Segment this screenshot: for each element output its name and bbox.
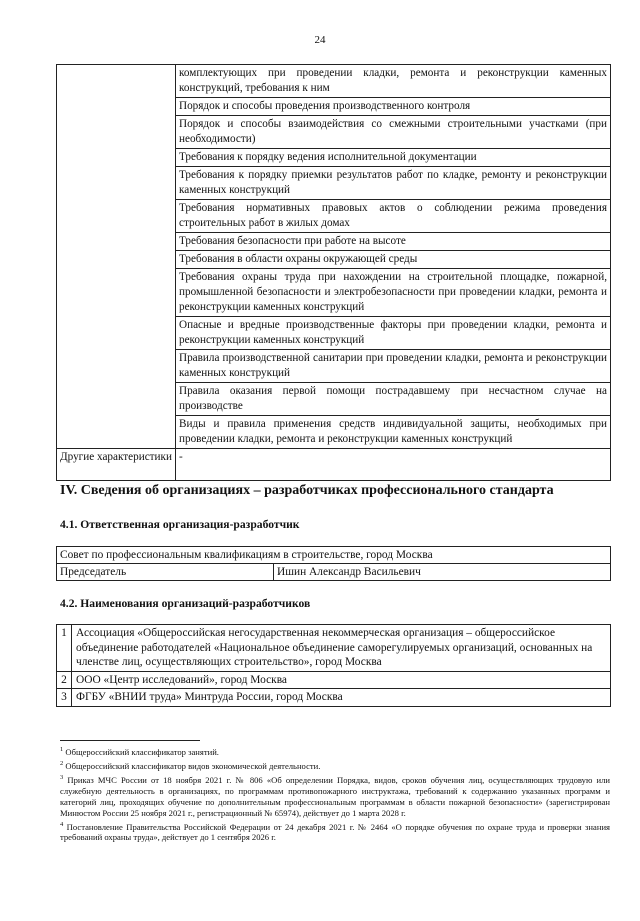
- knowledge-item: Опасные и вредные производственные факторы при проведении кладки, ремонта и реконструкции каменных конструкций: [176, 317, 611, 350]
- knowledge-item: Требования безопасности при работе на высоте: [176, 233, 611, 251]
- knowledge-requirements-table: [56, 64, 611, 481]
- knowledge-item: Требования нормативных правовых актов о соблюдении режима проведения строительных работ в жилых домах: [176, 200, 611, 233]
- footnote-text: Постановление Правительства Российской Федерации от 24 декабря 2021 г. № 2464 «О порядке обучения по охране труда и проверки знания требований охраны труда», действует до 1 сентября 2026 г.: [60, 821, 610, 843]
- footnote-mark: 3: [60, 773, 64, 781]
- footnote-mark: 2: [60, 759, 64, 767]
- footnote-mark: 1: [60, 746, 64, 753]
- knowledge-item: Требования в области охраны окружающей среды: [176, 251, 611, 269]
- page-number: 24: [314, 34, 326, 46]
- table-row: [57, 625, 611, 672]
- row-number: 3: [57, 689, 72, 707]
- footnote-mark: 4: [60, 820, 64, 828]
- table-row: [57, 547, 611, 564]
- footnote: [60, 744, 610, 758]
- footnote-text: Общероссийский классификатор занятий.: [63, 746, 219, 757]
- knowledge-item: Правила производственной санитарии при проведении кладки, ремонта и реконструкции каменных конструкций: [176, 350, 611, 383]
- row-number: 1: [57, 625, 72, 672]
- footnotes: [60, 744, 610, 843]
- responsible-org-table: [56, 546, 611, 581]
- knowledge-item: Порядок и способы проведения производственного контроля: [176, 98, 611, 116]
- footnote-text: Приказ МЧС России от 18 ноября 2021 г. № 806 «Об определении Порядка, видов, сроков обучения лиц, осуществляющих трудовую или служебную деятельность в организациях, по программам противопожарного инструктажа, требований к содержанию указанных программ и категорий лиц, проходящих обучение по дополнительным профессиональным программам в области пожарной безопасности» (зарегистрирован Минюстом России 25 ноября 2021 г., регистрационный № 65974), действует до 1 марта 2028 г.: [60, 774, 610, 818]
- section-title: IV. Сведения об организациях – разработчиках профессионального стандарта: [60, 483, 554, 498]
- developer-orgs-table: [56, 624, 611, 707]
- table-cell-empty: [57, 65, 176, 449]
- subsection-heading: 4.1. Ответственная организация-разработчик: [60, 518, 300, 531]
- footnote: [60, 758, 610, 772]
- chair-role: Председатель: [57, 564, 274, 581]
- table-row: [57, 65, 611, 98]
- knowledge-item: Требования к порядку ведения исполнительной документации: [176, 149, 611, 167]
- footnote-text: Общероссийский классификатор видов экономической деятельности.: [63, 760, 321, 771]
- chair-name: Ишин Александр Васильевич: [274, 564, 611, 581]
- table-row: [57, 449, 611, 481]
- responsible-org-name: Совет по профессиональным квалификациям в строительстве, город Москва: [57, 547, 611, 564]
- knowledge-item: Требования охраны труда при нахождении на строительной площадке, пожарной, промышленной безопасности и электробезопасности при проведении кладки, ремонта и реконструкции каменных конструкций: [176, 269, 611, 317]
- footnote: [60, 772, 610, 819]
- developer-name: ООО «Центр исследований», город Москва: [72, 671, 611, 689]
- other-characteristics-label: Другие характеристики: [57, 449, 176, 481]
- table-row: [57, 564, 611, 581]
- knowledge-item: Виды и правила применения средств индивидуальной защиты, необходимых при проведении кладки, ремонта и реконструкции каменных конструкций: [176, 416, 611, 449]
- developer-name: Ассоциация «Общероссийская негосударственная некоммерческая организация – общероссийское объединение работодателей «Национальное объединение саморегулируемых организаций, основанных на членстве лиц, осуществляющих строительство», город Москва: [72, 625, 611, 672]
- developer-name: ФГБУ «ВНИИ труда» Минтруда России, город Москва: [72, 689, 611, 707]
- knowledge-item: Требования к порядку приемки результатов работ по кладке, ремонту и реконструкции каменных конструкций: [176, 167, 611, 200]
- knowledge-item: комплектующих при проведении кладки, ремонта и реконструкции каменных конструкций, требования к ним: [176, 65, 611, 98]
- footnote: [60, 819, 610, 844]
- table-row: [57, 671, 611, 689]
- knowledge-item: Порядок и способы взаимодействия со смежными строительными участками (при необходимости): [176, 116, 611, 149]
- subsection-heading: 4.2. Наименования организаций-разработчиков: [60, 597, 311, 610]
- other-characteristics-value: -: [176, 449, 611, 481]
- row-number: 2: [57, 671, 72, 689]
- knowledge-item: Правила оказания первой помощи пострадавшему при несчастном случае на производстве: [176, 383, 611, 416]
- table-row: [57, 689, 611, 707]
- footnote-divider: [60, 740, 200, 741]
